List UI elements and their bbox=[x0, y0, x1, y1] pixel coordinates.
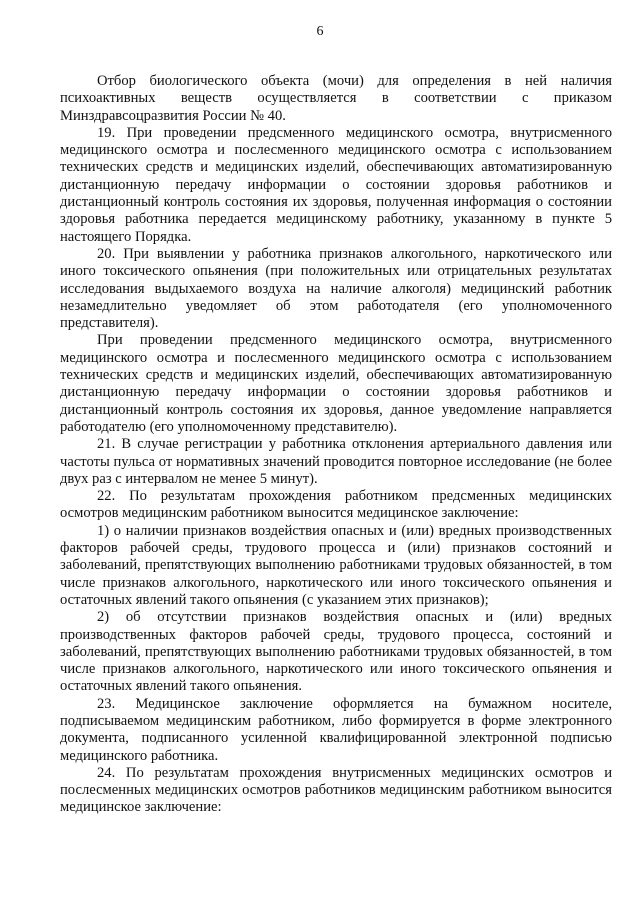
paragraph-24: 24. По результатам прохождения внутрисменных медицинских осмотров и послесменных медицинских осмотров работников медицинским работником выносится медицинское заключение: bbox=[60, 764, 612, 816]
paragraph-21: 21. В случае регистрации у работника отклонения артериального давления или частоты пульса от нормативных значений проводится повторное исследование (не более двух раз с интервалом не менее 5 минут). bbox=[60, 436, 612, 487]
paragraph-19: 19. При проведении предсменного медицинского осмотра, внутрисменного медицинского осмотра и послесменного медицинского осмотра с использованием технических средств и медицинских изделий, обеспечивающих автоматизированную дистанционную передачу информации о состоянии здоровья работников и дистанционный контроль состояния их здоровья, полученная информация о состоянии здоровья работника передается медицинскому работнику, указанному в пункте 5 настоящего Порядка. bbox=[60, 124, 612, 245]
document-body bbox=[60, 73, 612, 817]
paragraph-20: 20. При выявлении у работника признаков алкогольного, наркотического или иного токсического опьянения (при положительных или отрицательных результатах исследования выдыхаемого воздуха на наличие алкоголя) медицинский работник незамедлительно уведомляет об этом работодателя (его уполномоченного представителя). bbox=[60, 245, 612, 332]
paragraph-20-remote-notification: При проведении предсменного медицинского осмотра, внутрисменного медицинского осмотра и послесменного медицинского осмотра с использованием технических средств и медицинских изделий, обеспечивающих автоматизированную дистанционную передачу информации о состоянии здоровья работников и дистанционный контроль состояния их здоровья, данное уведомление направляется работодателю (его уполномоченному представителю). bbox=[60, 332, 612, 435]
paragraph-22-item-1: 1) о наличии признаков воздействия опасных и (или) вредных производственных факторов рабочей среды, трудового процесса и (или) признаков состояний и заболеваний, препятствующих выполнению работниками трудовых обязанностей, в том числе признаков алкогольного, наркотического или иного токсического опьянения и остаточных явлений такого опьянения (с указанием этих признаков); bbox=[60, 522, 612, 608]
paragraph-23: 23. Медицинское заключение оформляется на бумажном носителе, подписываемом медицинским работником, либо формируется в форме электронного документа, подписанного усиленной квалифицированной электронной подписью медицинского работника. bbox=[60, 695, 612, 764]
paragraph-22-item-2: 2) об отсутствии признаков воздействия опасных и (или) вредных производственных факторов рабочей среды, трудового процесса, состояний и заболеваний, препятствующих выполнению работниками трудовых обязанностей, в том числе признаков алкогольного, наркотического или иного токсического опьянения и остаточных явлений такого опьянения. bbox=[60, 609, 612, 695]
paragraph-22: 22. По результатам прохождения работником предсменных медицинских осмотров медицинским работником выносится медицинское заключение: bbox=[60, 488, 612, 522]
page-number: 6 bbox=[316, 24, 324, 39]
paragraph-urine-sampling: Отбор биологического объекта (мочи) для определения в ней наличия психоактивных веществ осуществляется в соответствии с приказом Минздравсоцразвития России № 40. bbox=[60, 73, 612, 124]
